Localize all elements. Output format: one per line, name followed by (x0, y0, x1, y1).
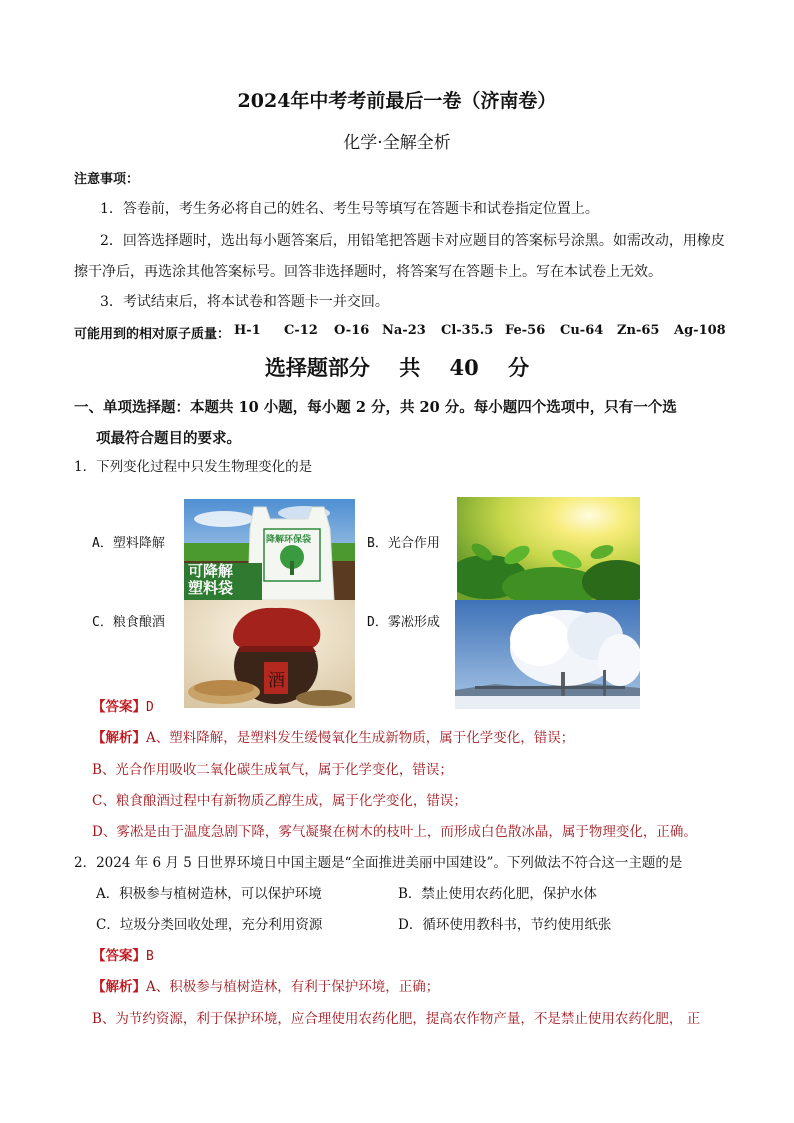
rice-wine-image (184, 600, 355, 708)
q1-analysis-line-3: C、粮食酿酒过程中有新物质乙醇生成，属于化学变化，错误； (92, 793, 467, 809)
photosynthesis-image (457, 497, 640, 601)
degradable-bag-image (184, 499, 355, 600)
q2-option-a: A．积极参与植树造林，可以保护环境 (96, 886, 322, 902)
q1-answer-value: D (146, 700, 154, 715)
q1-stem: 1．下列变化过程中只发生物理变化的是 (74, 459, 313, 475)
atomic-mass-na: Na-23 (382, 323, 426, 338)
atomic-mass-c: C-12 (284, 323, 318, 338)
part-instruction-line1: 一、单项选择题：本题共 10 小题，每小题 2 分，共 20 分。每小题四个选项中，只有一个选 (74, 399, 677, 416)
atomic-mass-cl: Cl-35.5 (441, 323, 494, 338)
q2-stem: 2．2024 年 6 月 5 日世界环境日中国主题是“全面推进美丽中国建设”。下列做法不符合这一主题的是 (74, 855, 683, 871)
page-subtitle: 化学·全解全析 (343, 133, 451, 153)
part-instruction-line2: 项最符合题目的要求。 (96, 430, 241, 447)
bag-banner-text-2: 塑料袋 (188, 579, 234, 597)
q2-analysis-line-1 (92, 975, 439, 995)
notice-item-1: 1．答卷前，考生务必将自己的姓名、考生号等填写在答题卡和试卷指定位置上。 (100, 201, 599, 217)
q1-answer (92, 695, 154, 715)
q2-analysis-text-1: A、积极参与植树造林，有利于保护环境，正确； (146, 979, 440, 995)
q1-analysis-line-2: B、光合作用吸收二氧化碳生成氧气，属于化学变化，错误； (92, 762, 453, 778)
page-title: 2024年中考考前最后一卷（济南卷） (237, 90, 557, 112)
q2-answer-value: B (146, 949, 154, 964)
atomic-mass-o: O-16 (334, 323, 370, 338)
q2-option-c: C．垃圾分类回收处理，充分利用资源 (96, 917, 323, 933)
notice-item-2-cont: 擦干净后，再选涂其他答案标号。回答非选择题时，将答案写在答题卡上。写在本试卷上无效。 (74, 264, 662, 280)
q1-analysis-line-1 (92, 726, 574, 746)
bag-logo-text: 降解环保袋 (266, 535, 312, 545)
q2-analysis-label: 【解析】 (92, 979, 146, 995)
q1-option-b: B．光合作用 (367, 536, 440, 551)
rime-frost-image (455, 600, 640, 709)
section-title: 选择题部分 共 40 分 (264, 355, 530, 380)
bag-banner-text: 可降解 (188, 562, 234, 580)
atomic-mass-fe: Fe-56 (505, 323, 546, 338)
notice-heading: 注意事项： (74, 172, 140, 187)
q1-analysis-line-4: D、雾凇是由于温度急剧下降，雾气凝聚在树木的枝叶上，而形成白色散冰晶，属于物理变化，正确。 (92, 824, 697, 840)
q2-answer-label: 【答案】 (92, 948, 146, 964)
q1-option-a: A．塑料降解 (92, 536, 165, 551)
atomic-mass-cu: Cu-64 (560, 323, 604, 338)
atomic-mass-zn: Zn-65 (617, 323, 660, 338)
wine-jar-label: 酒 (268, 671, 285, 691)
q1-option-c: C．粮食酿酒 (92, 615, 165, 630)
atomic-mass-label: 可能用到的相对原子质量： (74, 327, 231, 342)
atomic-mass-h: H-1 (234, 323, 261, 338)
q1-analysis-text-1: A、塑料降解，是塑料发生缓慢氧化生成新物质，属于化学变化，错误； (146, 730, 575, 746)
atomic-mass-ag: Ag-108 (674, 323, 726, 338)
q2-option-b: B．禁止使用农药化肥，保护水体 (398, 886, 597, 902)
q1-answer-label: 【答案】 (92, 699, 146, 715)
notice-item-3: 3．考试结束后，将本试卷和答题卡一并交回。 (100, 294, 389, 310)
notice-item-2: 2．回答选择题时，选出每小题答案后，用铅笔把答题卡对应题目的答案标号涂黑。如需改动，用橡皮 (100, 233, 725, 249)
q1-analysis-label: 【解析】 (92, 730, 146, 746)
q2-answer (92, 944, 154, 964)
q1-option-d: D．雾凇形成 (367, 615, 440, 630)
q2-analysis-line-2: B、为节约资源，利于保护环境，应合理使用农药化肥，提高农作物产量，不是禁止使用农药化肥， 正 (92, 1011, 701, 1027)
q2-option-d: D．循环使用教科书，节约使用纸张 (398, 917, 612, 933)
